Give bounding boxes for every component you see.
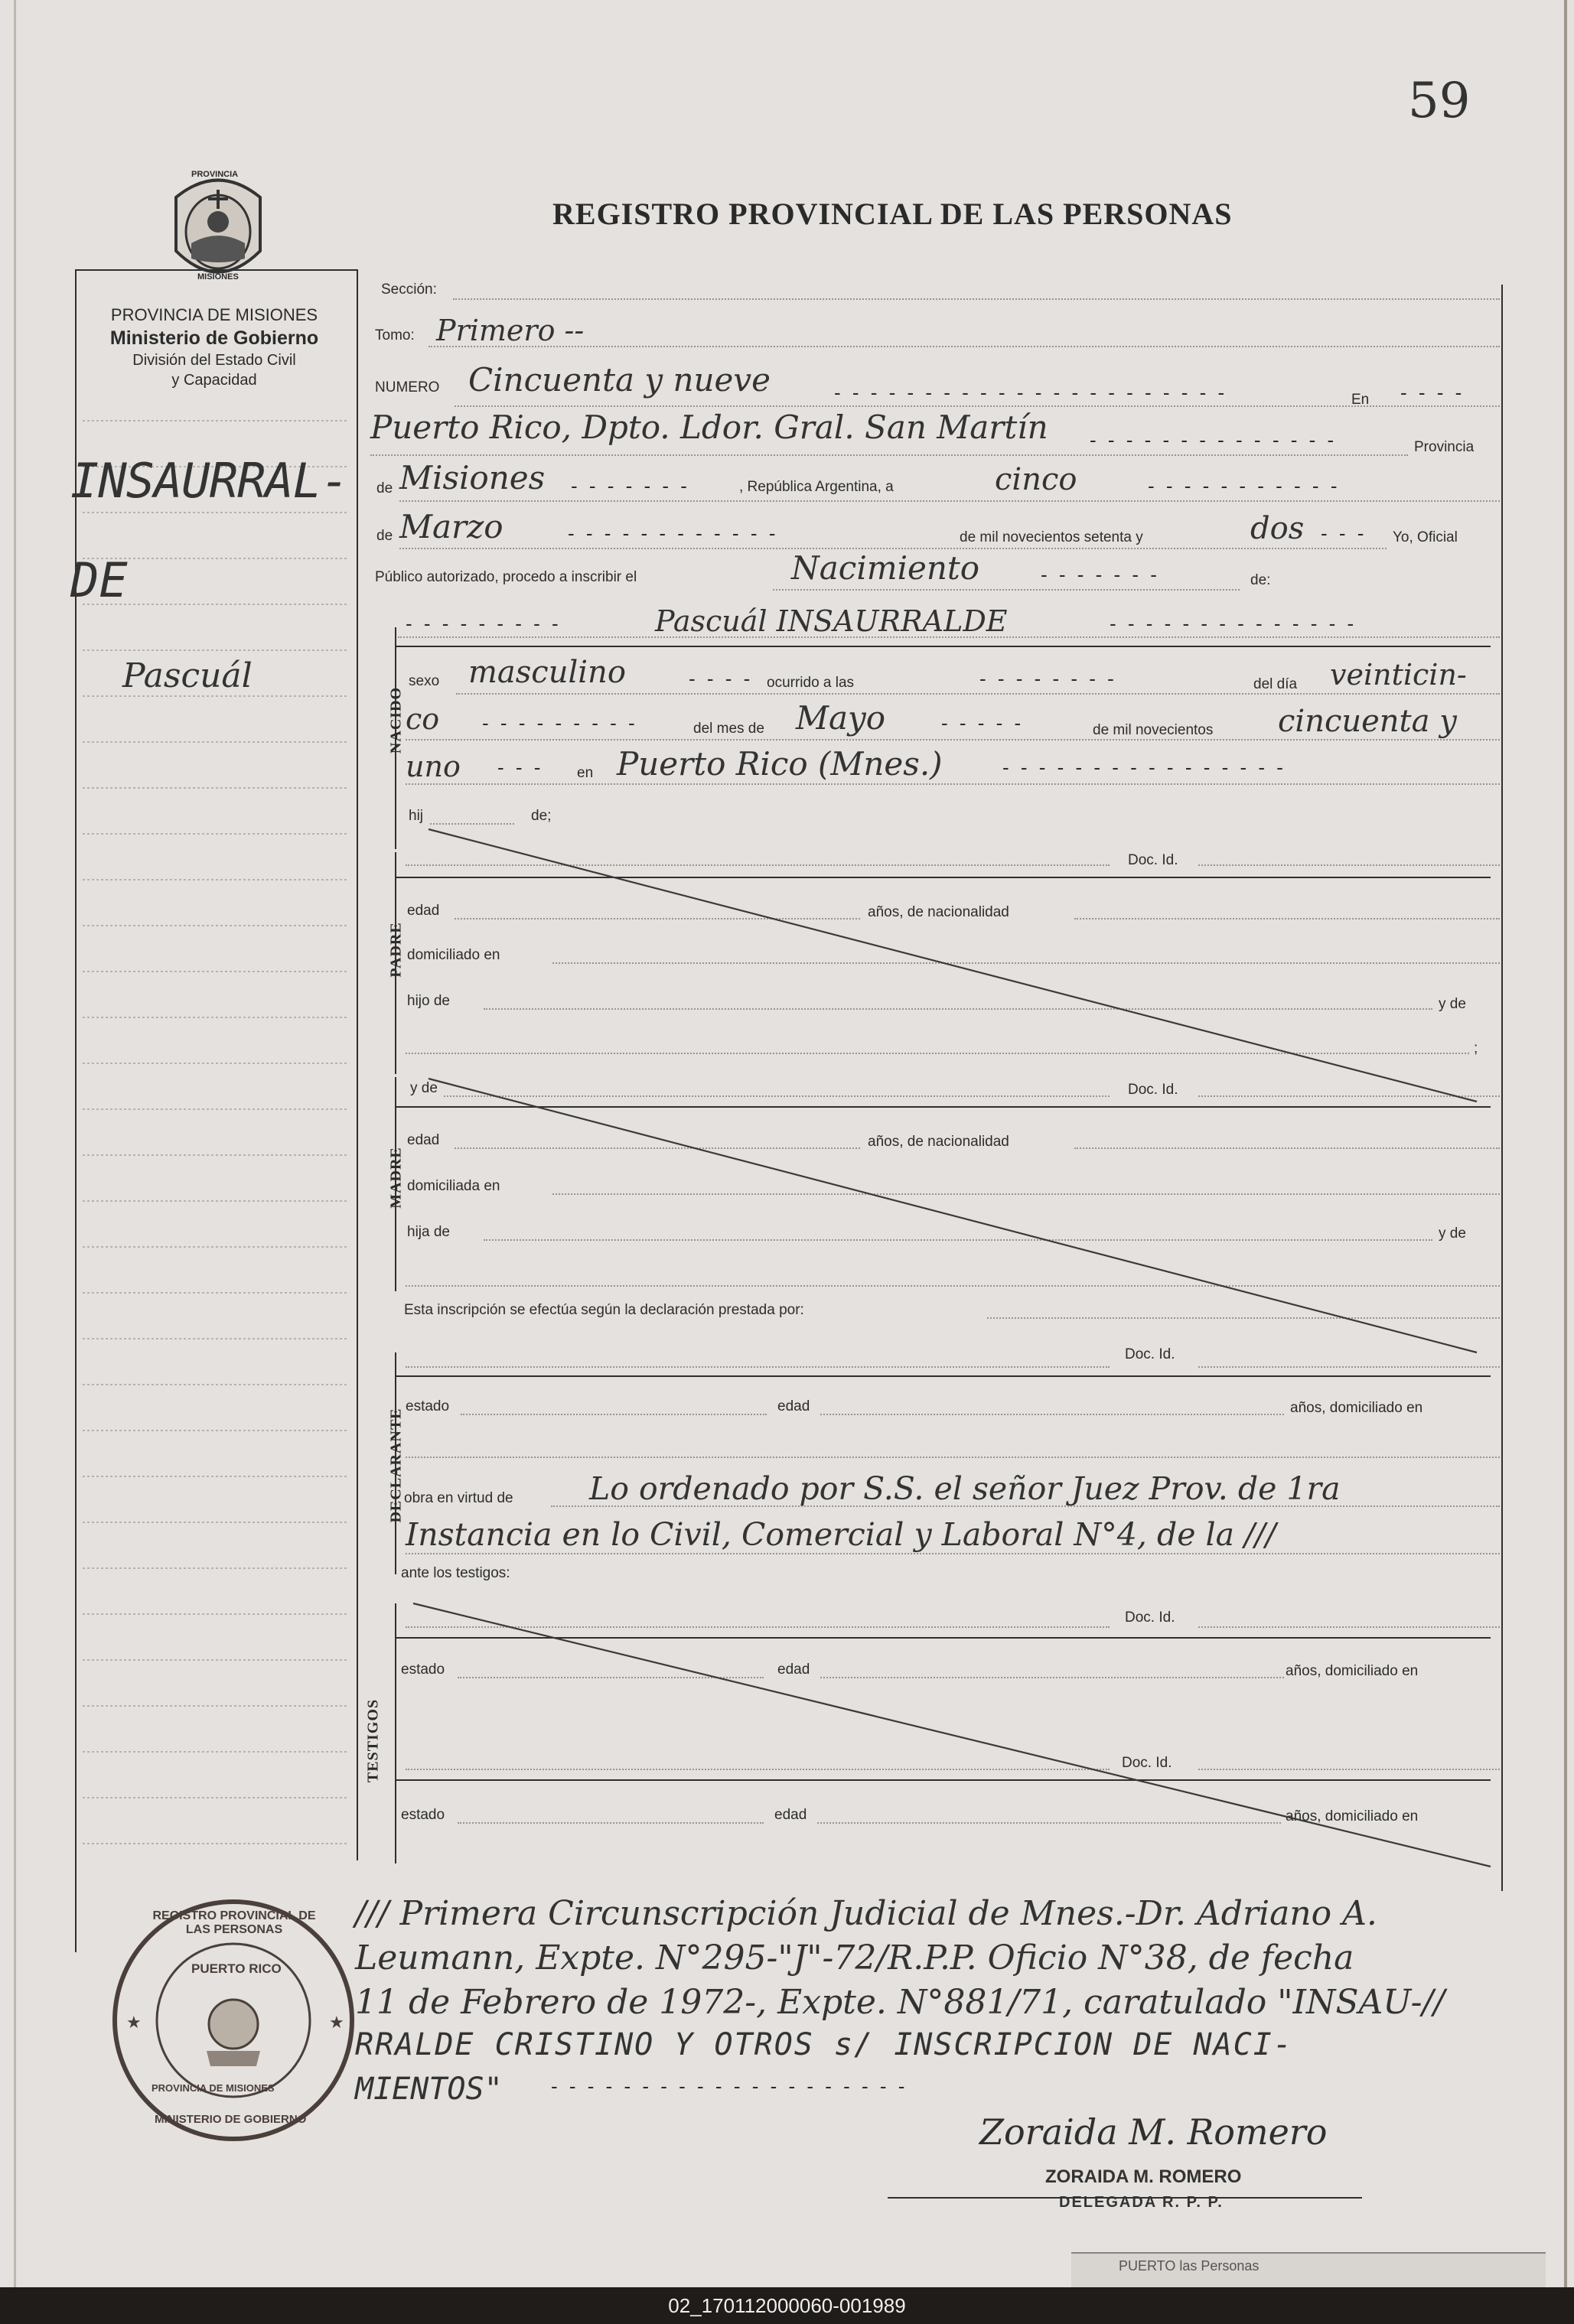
en-dashes: - - - - bbox=[1400, 381, 1465, 404]
testigos-label: TESTIGOS bbox=[364, 1698, 382, 1783]
mil-b-label: de mil novecientos bbox=[1093, 722, 1214, 738]
name-dashes-right: - - - - - - - - - - - - - - bbox=[1110, 612, 1357, 635]
note-line-3: 11 de Febrero de 1972-, Expte. N°881/71, caratulado "INSAU-// bbox=[355, 1983, 1445, 2022]
svg-text:★: ★ bbox=[126, 2013, 142, 2032]
test1-edad-label: edad bbox=[777, 1662, 810, 1678]
padre-edad-label: edad bbox=[407, 903, 440, 919]
birth-month-value: Mayo bbox=[796, 699, 886, 737]
yo-label: Yo, Oficial bbox=[1393, 529, 1458, 545]
del-dia-label: del día bbox=[1253, 676, 1298, 692]
de-label-2: de bbox=[376, 528, 393, 544]
day-dashes: - - - - - - - - - - - bbox=[1148, 474, 1341, 497]
publico-label: Público autorizado, procedo a inscribir el bbox=[375, 569, 637, 585]
stamp-inner-text: PUERTO RICO bbox=[191, 1961, 282, 1976]
note-line-4: RRALDE CRISTINO Y OTROS s/ INSCRIPCION DE NACI- bbox=[355, 2027, 1293, 2062]
signature-role: DELEGADA R. P. P. bbox=[1059, 2194, 1224, 2211]
padre-label: PADRE bbox=[387, 922, 405, 978]
day-b-dashes: - - - - - - - - - bbox=[482, 711, 638, 734]
madre-doc-label: Doc. Id. bbox=[1128, 1082, 1178, 1098]
person-name: Pascuál INSAURRALDE bbox=[655, 604, 1008, 638]
page-number: 59 bbox=[1408, 73, 1471, 129]
hij-de-label: de; bbox=[531, 808, 552, 824]
mes-label: del mes de bbox=[693, 721, 764, 737]
day-value-a: veinticin- bbox=[1330, 658, 1467, 692]
day-value-b: co bbox=[406, 702, 440, 736]
next-page-peek-text: PUERTO las Personas bbox=[1119, 2258, 1260, 2274]
madre-yde-label: y de bbox=[1439, 1225, 1466, 1242]
de2-label: de: bbox=[1250, 572, 1271, 588]
note-end-dashes: - - - - - - - - - - - - - - - - - - - - bbox=[551, 2075, 908, 2098]
test2-estado-label: estado bbox=[401, 1807, 445, 1823]
decl-edad-label: edad bbox=[777, 1398, 810, 1414]
testigo1-doc-label: Doc. Id. bbox=[1125, 1610, 1175, 1626]
obra-value-1: Lo ordenado por S.S. el señor Juez Prov. de 1ra bbox=[589, 1470, 1341, 1507]
nacido-label: NACIDO bbox=[387, 686, 405, 754]
name-dashes-left: - - - - - - - - - bbox=[406, 612, 562, 635]
test1-estado-label: estado bbox=[401, 1662, 445, 1678]
testigo2-doc-label: Doc. Id. bbox=[1122, 1755, 1172, 1771]
ocurrido-label: ocurrido a las bbox=[767, 675, 855, 691]
org-ministry: Ministerio de Gobierno bbox=[109, 327, 319, 349]
margin-surname-2: DE bbox=[70, 552, 128, 608]
numero-label: NUMERO bbox=[375, 379, 440, 395]
numero-dashes: - - - - - - - - - - - - - - - - - - - - - - bbox=[834, 381, 1228, 404]
place-b-dashes: - - - - - - - - - - - - - - - - bbox=[1002, 756, 1286, 779]
year-dashes: - - - bbox=[1321, 522, 1367, 545]
crest-top-text: PROVINCIA bbox=[191, 170, 239, 179]
year-b-dashes: - - - bbox=[497, 756, 544, 779]
note-line-2: Leumann, Expte. N°295-"J"-72/R.P.P. Oficio N°38, de fecha bbox=[355, 1938, 1354, 1977]
madre-domicilio-label: domiciliada en bbox=[407, 1178, 500, 1194]
test2-domicilio-label: años, domiciliado en bbox=[1286, 1808, 1419, 1824]
stamp-bottom-text: MINISTERIO DE GOBIERNO bbox=[155, 2113, 307, 2126]
act-dashes: - - - - - - - bbox=[1041, 563, 1160, 586]
place-value: Puerto Rico, Dpto. Ldor. Gral. San Martín bbox=[370, 408, 1048, 446]
note-line-1: /// Primera Circunscripción Judicial de Mnes.-Dr. Adriano A. bbox=[355, 1894, 1377, 1933]
declarante-label: DECLARANTE bbox=[387, 1408, 405, 1523]
padre-doc-label: Doc. Id. bbox=[1128, 852, 1178, 868]
hij-label: hij bbox=[409, 808, 424, 824]
note-line-5: MIENTOS" bbox=[355, 2072, 503, 2107]
year-value: dos bbox=[1250, 511, 1305, 546]
republica-label: , República Argentina, a bbox=[739, 479, 894, 495]
act-value: Nacimiento bbox=[791, 549, 980, 587]
month-b-dashes: - - - - - bbox=[941, 711, 1025, 734]
org-capacity: y Capacidad bbox=[171, 372, 257, 389]
place-dashes: - - - - - - - - - - - - - - bbox=[1090, 428, 1338, 451]
next-page-peek bbox=[1071, 2252, 1546, 2287]
province-dashes: - - - - - - - bbox=[571, 474, 690, 497]
stamp-outer-text: REGISTRO PROVINCIAL DE LAS PERSONAS bbox=[152, 1909, 316, 1936]
tomo-label: Tomo: bbox=[375, 327, 415, 343]
margin-surname-1: INSAURRAL- bbox=[70, 453, 349, 509]
signature-handwritten: Zoraida M. Romero bbox=[979, 2111, 1328, 2153]
en-label: En bbox=[1351, 392, 1370, 408]
year-value-b: uno bbox=[406, 750, 461, 783]
padre-semicolon: ; bbox=[1474, 1040, 1478, 1056]
sexo-value: masculino bbox=[468, 655, 626, 690]
obra-value-2: Instancia en lo Civil, Comercial y Laboral N°4, de la /// bbox=[406, 1516, 1276, 1553]
month-value: Marzo bbox=[399, 508, 503, 545]
seccion-label: Sección: bbox=[381, 282, 437, 298]
official-stamp bbox=[107, 1894, 360, 2147]
en-b-label: en bbox=[577, 765, 594, 781]
scan-id-footer: 02_170112000060-001989 bbox=[0, 2287, 1574, 2324]
org-province: PROVINCIA DE MISIONES bbox=[110, 305, 318, 324]
declarante-doc-label: Doc. Id. bbox=[1125, 1346, 1175, 1362]
decl-estado-label: estado bbox=[406, 1398, 450, 1414]
sexo-label: sexo bbox=[409, 673, 440, 689]
stamp-lower-text: PROVINCIA DE MISIONES bbox=[152, 2082, 275, 2094]
madre-label: MADRE bbox=[387, 1147, 405, 1209]
testigos-intro: ante los testigos: bbox=[401, 1565, 510, 1581]
madre-nacionalidad-label: años, de nacionalidad bbox=[868, 1134, 1009, 1150]
sexo-dashes: - - - - bbox=[689, 667, 754, 690]
crest-bottom-text: MISIONES bbox=[197, 272, 239, 282]
signature-name: ZORAIDA M. ROMERO bbox=[1045, 2166, 1242, 2187]
provincia-label: Provincia bbox=[1414, 439, 1475, 455]
numero-value: Cincuenta y nueve bbox=[468, 361, 771, 399]
decl-domicilio-label: años, domiciliado en bbox=[1290, 1400, 1423, 1416]
mil-label: de mil novecientos setenta y bbox=[960, 529, 1143, 545]
tomo-value: Primero -- bbox=[436, 314, 585, 347]
madre-edad-label: edad bbox=[407, 1132, 440, 1148]
madre-hija-label: hija de bbox=[407, 1224, 450, 1240]
org-division: División del Estado Civil bbox=[132, 352, 296, 369]
padre-yde-label: y de bbox=[1439, 996, 1466, 1012]
month-dashes: - - - - - - - - - - - - bbox=[568, 522, 779, 545]
de-label: de bbox=[376, 480, 393, 496]
test1-domicilio-label: años, domiciliado en bbox=[1286, 1663, 1419, 1679]
birth-place-value: Puerto Rico (Mnes.) bbox=[617, 745, 943, 783]
province-value: Misiones bbox=[399, 459, 546, 496]
padre-hijo-label: hijo de bbox=[407, 993, 450, 1009]
year-value-a: cincuenta y bbox=[1278, 704, 1457, 739]
padre-nacionalidad-label: años, de nacionalidad bbox=[868, 904, 1009, 920]
margin-given-name: Pascuál bbox=[122, 656, 253, 695]
test2-edad-label: edad bbox=[774, 1807, 807, 1823]
obra-label: obra en virtud de bbox=[404, 1490, 513, 1506]
document-title: REGISTRO PROVINCIAL DE LAS PERSONAS bbox=[552, 197, 1233, 231]
padre-domicilio-label: domiciliado en bbox=[407, 947, 500, 963]
hora-dashes: - - - - - - - - bbox=[979, 667, 1117, 690]
svg-text:★: ★ bbox=[329, 2013, 344, 2032]
day-value: cinco bbox=[995, 462, 1077, 497]
madre-yde-prefix: y de bbox=[410, 1080, 438, 1096]
declarante-intro: Esta inscripción se efectúa según la declaración prestada por: bbox=[404, 1302, 804, 1318]
